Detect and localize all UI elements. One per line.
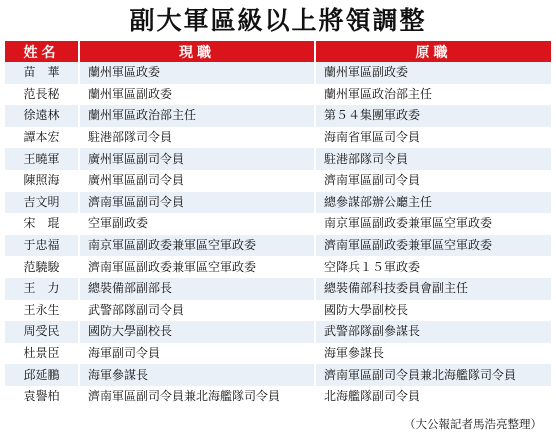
former-post-cell: 空降兵１５軍政委 bbox=[315, 256, 551, 278]
former-post-cell: 南京軍區副政委兼軍區空軍政委 bbox=[315, 213, 551, 235]
current-post-cell: 海軍副司令員 bbox=[79, 343, 315, 365]
table-body bbox=[5, 62, 551, 408]
table-row bbox=[5, 300, 551, 322]
name-cell: 陳照海 bbox=[5, 170, 79, 192]
name-cell: 宋 琨 bbox=[5, 213, 79, 235]
current-post-cell: 濟南軍區副司令員兼北海艦隊司令員 bbox=[79, 386, 315, 408]
former-post-cell: 蘭州軍區副政委 bbox=[315, 62, 551, 84]
table-row bbox=[5, 127, 551, 149]
current-post-cell: 國防大學副校長 bbox=[79, 321, 315, 343]
name-cell: 王曉軍 bbox=[5, 148, 79, 170]
header-name: 姓名 bbox=[5, 41, 79, 62]
table-row bbox=[5, 278, 551, 300]
name-cell: 袁譽柏 bbox=[5, 386, 79, 408]
name-cell: 周受民 bbox=[5, 321, 79, 343]
current-post-cell: 廣州軍區副司令員 bbox=[79, 170, 315, 192]
table-row bbox=[5, 84, 551, 106]
table-row bbox=[5, 192, 551, 214]
former-post-cell: 駐港部隊司令員 bbox=[315, 148, 551, 170]
current-post-cell: 空軍副政委 bbox=[79, 213, 315, 235]
former-post-cell: 總參謀部辦公廳主任 bbox=[315, 192, 551, 214]
current-post-cell: 南京軍區副政委兼軍區空軍政委 bbox=[79, 235, 315, 257]
table-row bbox=[5, 62, 551, 84]
former-post-cell: 第５４集團軍政委 bbox=[315, 105, 551, 127]
current-post-cell: 海軍參謀長 bbox=[79, 364, 315, 386]
current-post-cell: 蘭州軍區政委 bbox=[79, 62, 315, 84]
name-cell: 王 力 bbox=[5, 278, 79, 300]
name-cell: 范長秘 bbox=[5, 84, 79, 106]
table-row bbox=[5, 343, 551, 365]
former-post-cell: 蘭州軍區政治部主任 bbox=[315, 84, 551, 106]
current-post-cell: 武警部隊副司令員 bbox=[79, 300, 315, 322]
page-title: 副大軍區級以上將領調整 bbox=[129, 6, 427, 35]
former-post-cell: 海南省軍區司令員 bbox=[315, 127, 551, 149]
table-row bbox=[5, 256, 551, 278]
table-header-row bbox=[5, 41, 551, 62]
name-cell: 邱延鵬 bbox=[5, 364, 79, 386]
former-post-cell: 總裝備部科技委員會副主任 bbox=[315, 278, 551, 300]
personnel-table bbox=[5, 41, 551, 408]
name-cell: 杜景臣 bbox=[5, 343, 79, 365]
current-post-cell: 廣州軍區副司令員 bbox=[79, 148, 315, 170]
table-row bbox=[5, 321, 551, 343]
name-cell: 吉文明 bbox=[5, 192, 79, 214]
name-cell: 王永生 bbox=[5, 300, 79, 322]
table-row bbox=[5, 364, 551, 386]
name-cell: 苗 華 bbox=[5, 62, 79, 84]
table-row bbox=[5, 213, 551, 235]
table-row bbox=[5, 105, 551, 127]
header-former-post: 原職 bbox=[315, 41, 551, 62]
name-cell: 于忠福 bbox=[5, 235, 79, 257]
table-row bbox=[5, 235, 551, 257]
current-post-cell: 濟南軍區副司令員 bbox=[79, 192, 315, 214]
former-post-cell: 武警部隊副參謀長 bbox=[315, 321, 551, 343]
former-post-cell: 濟南軍區副政委兼軍區空軍政委 bbox=[315, 235, 551, 257]
former-post-cell: 海軍參謀長 bbox=[315, 343, 551, 365]
name-cell: 范驍駿 bbox=[5, 256, 79, 278]
header-current-post: 現職 bbox=[79, 41, 315, 62]
former-post-cell: 國防大學副校長 bbox=[315, 300, 551, 322]
current-post-cell: 總裝備部副部長 bbox=[79, 278, 315, 300]
former-post-cell: 濟南軍區副司令員 bbox=[315, 170, 551, 192]
current-post-cell: 蘭州軍區政治部主任 bbox=[79, 105, 315, 127]
name-cell: 譚本宏 bbox=[5, 127, 79, 149]
current-post-cell: 蘭州軍區副政委 bbox=[79, 84, 315, 106]
current-post-cell: 濟南軍區副政委兼軍區空軍政委 bbox=[79, 256, 315, 278]
current-post-cell: 駐港部隊司令員 bbox=[79, 127, 315, 149]
table-row bbox=[5, 170, 551, 192]
credit-line: （大公報記者馬浩亮整理） bbox=[404, 417, 542, 431]
table-row bbox=[5, 148, 551, 170]
name-cell: 徐遠林 bbox=[5, 105, 79, 127]
former-post-cell: 北海艦隊副司令員 bbox=[315, 386, 551, 408]
former-post-cell: 濟南軍區副司令員兼北海艦隊司令員 bbox=[315, 364, 551, 386]
table-row bbox=[5, 386, 551, 408]
